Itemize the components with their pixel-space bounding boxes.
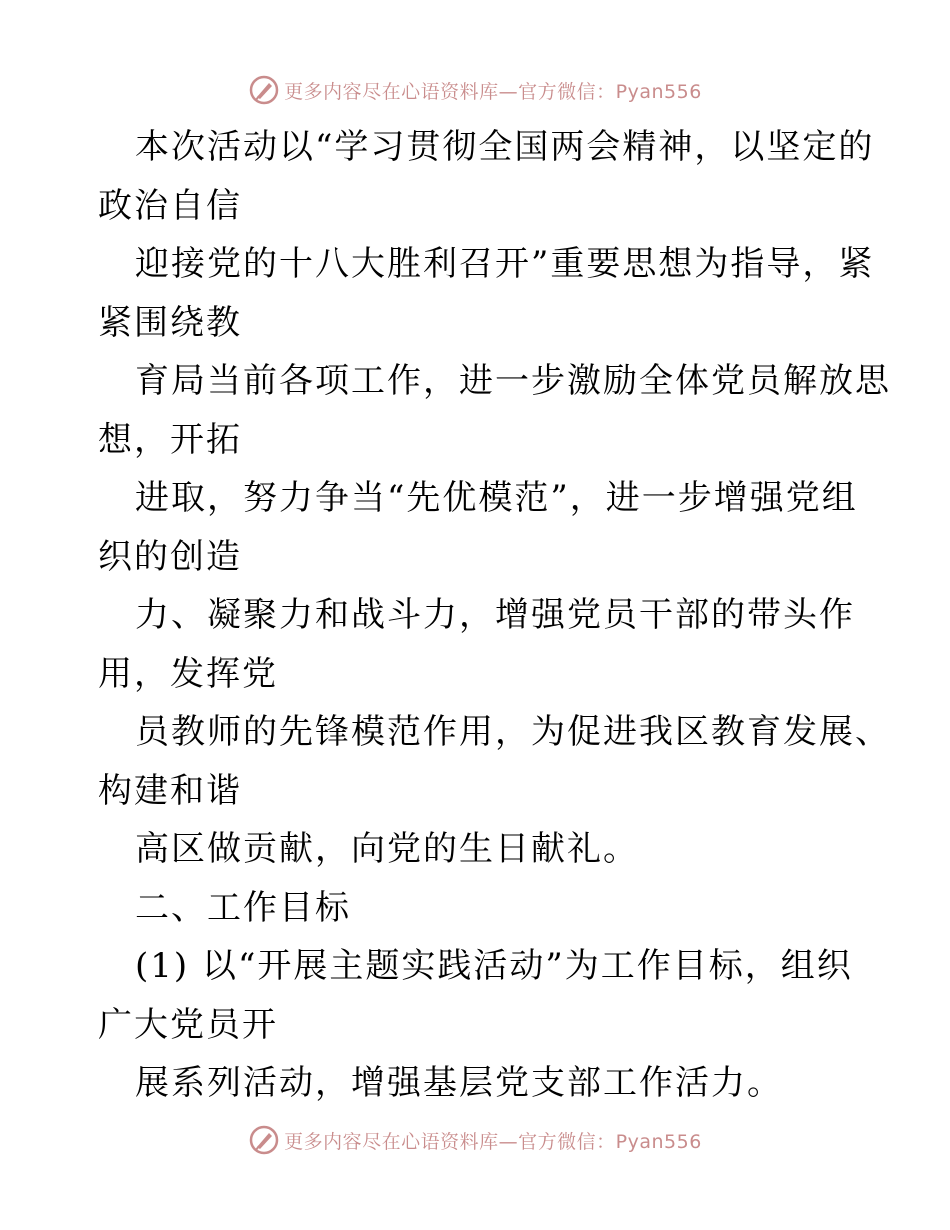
body-line: 政治自信 <box>98 185 242 226</box>
body-line: 织的创造 <box>98 536 242 577</box>
body-line: 育局当前各项工作，进一步激励全体党员解放思 <box>135 361 891 401</box>
document-body <box>98 118 891 1113</box>
body-line: 紧围绕教 <box>98 302 242 343</box>
body-line: 力、凝聚力和战斗力，增强党员干部的带头作 <box>135 595 855 635</box>
footer-watermark <box>0 1122 950 1158</box>
body-line: (1) 以“开展主题实践活动”为工作目标，组织 <box>135 946 853 986</box>
watermark-text: 更多内容尽在心语资料库—官方微信：Pyan556 <box>284 80 702 103</box>
body-line: 本次活动以“学习贯彻全国两会精神，以坚定的 <box>135 127 875 167</box>
section-heading: 二、工作目标 <box>135 887 351 928</box>
watermark-text: 更多内容尽在心语资料库—官方微信：Pyan556 <box>284 1130 702 1153</box>
body-line: 构建和谐 <box>98 770 242 811</box>
header-watermark <box>0 72 950 108</box>
body-line: 想，开拓 <box>98 419 242 460</box>
quill-logo-icon <box>248 74 280 106</box>
body-line: 展系列活动，增强基层党支部工作活力。 <box>135 1063 783 1103</box>
body-line: 迎接党的十八大胜利召开”重要思想为指导，紧 <box>135 244 875 284</box>
body-line: 广大党员开 <box>98 1004 278 1045</box>
body-line: 高区做贡献，向党的生日献礼。 <box>135 829 639 869</box>
body-line: 员教师的先锋模范作用，为促进我区教育发展、 <box>135 712 891 752</box>
quill-logo-icon <box>248 1124 280 1156</box>
body-line: 用，发挥党 <box>98 653 278 694</box>
body-line: 进取，努力争当“先优模范”，进一步增强党组 <box>135 478 858 518</box>
